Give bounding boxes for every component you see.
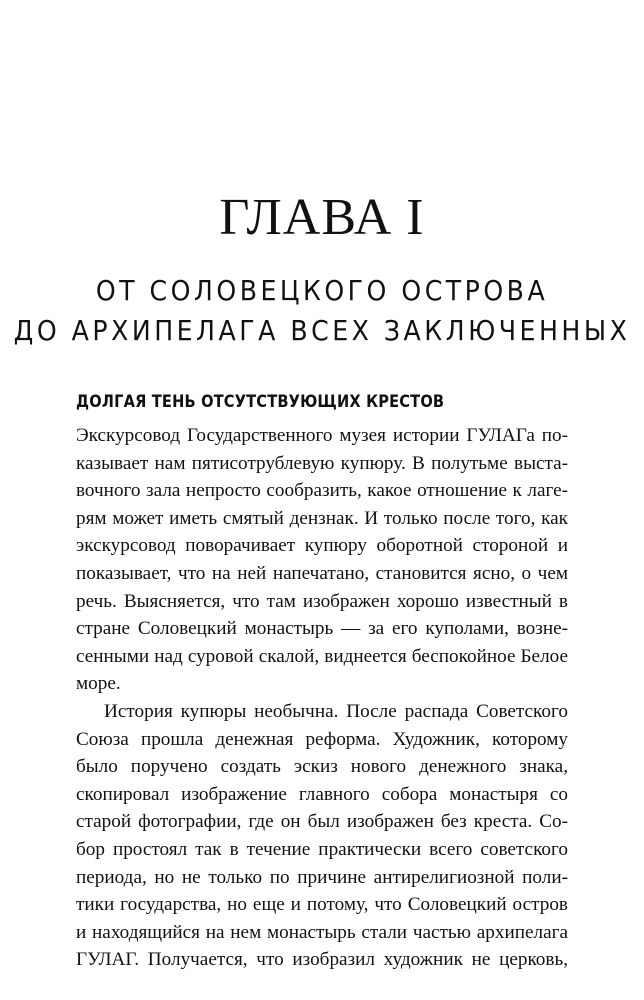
text-line: море. xyxy=(76,673,121,695)
text-line: рям может иметь смятый дензнак. И только после того, как xyxy=(76,507,568,529)
section-heading: ДОЛГАЯ ТЕНЬ ОТСУТСТВУЮЩИХ КРЕСТОВ xyxy=(76,392,445,412)
text-line: скопировал изображение главного собора монастыря со xyxy=(76,783,568,805)
text-line: и находящийся на нем монастырь стали частью архипелага xyxy=(76,921,568,943)
text-line: История купюры необычна. После распада Советского xyxy=(104,700,568,722)
text-line: сенными над суровой скалой, виднеется беспокойное Белое xyxy=(76,645,568,667)
body-text xyxy=(76,422,568,974)
text-line: ГУЛАГ. Получается, что изобразил художник не церковь, xyxy=(76,949,568,971)
text-line: было поручено создать эскиз нового денежного знака, xyxy=(76,756,568,778)
chapter-subtitle xyxy=(0,271,644,351)
text-line: казывает нам пятисотрублевую купюру. В полутьме выста- xyxy=(76,452,568,474)
chapter-title: ГЛАВА I xyxy=(219,189,425,246)
text-line: вочного зала непросто сообразить, какое отношение к лаге- xyxy=(76,480,568,502)
text-line: речь. Выясняется, что там изображен хорошо известный в xyxy=(76,590,568,612)
paragraph-1 xyxy=(76,422,568,698)
text-line: периода, но не только по причине антирелигиозной поли- xyxy=(76,866,568,888)
chapter-subtitle-line: ДО АРХИПЕЛАГА ВСЕХ ЗАКЛЮЧЕННЫХ xyxy=(13,314,631,347)
text-line: старой фотографии, где он был изображен без креста. Со- xyxy=(76,811,568,833)
text-line: Союза прошла денежная реформа. Художник, которому xyxy=(76,728,568,750)
text-line: бор простоял так в течение практически всего советского xyxy=(76,838,568,860)
text-line: стране Соловецкий монастырь — за его куполами, возне- xyxy=(76,618,568,640)
text-line: Экскурсовод Государственного музея истории ГУЛАГа по- xyxy=(76,425,568,446)
paragraph-2 xyxy=(76,698,568,974)
text-line: экскурсовод поворачивает купюру оборотной стороной и xyxy=(76,535,568,557)
text-line: показывает, что на ней напечатано, становится ясно, о чем xyxy=(76,562,568,584)
text-line: тики государства, но еще и потому, что Соловецкий остров xyxy=(76,894,568,916)
chapter-subtitle-line: ОТ СОЛОВЕЦКОГО ОСТРОВА xyxy=(95,274,549,307)
